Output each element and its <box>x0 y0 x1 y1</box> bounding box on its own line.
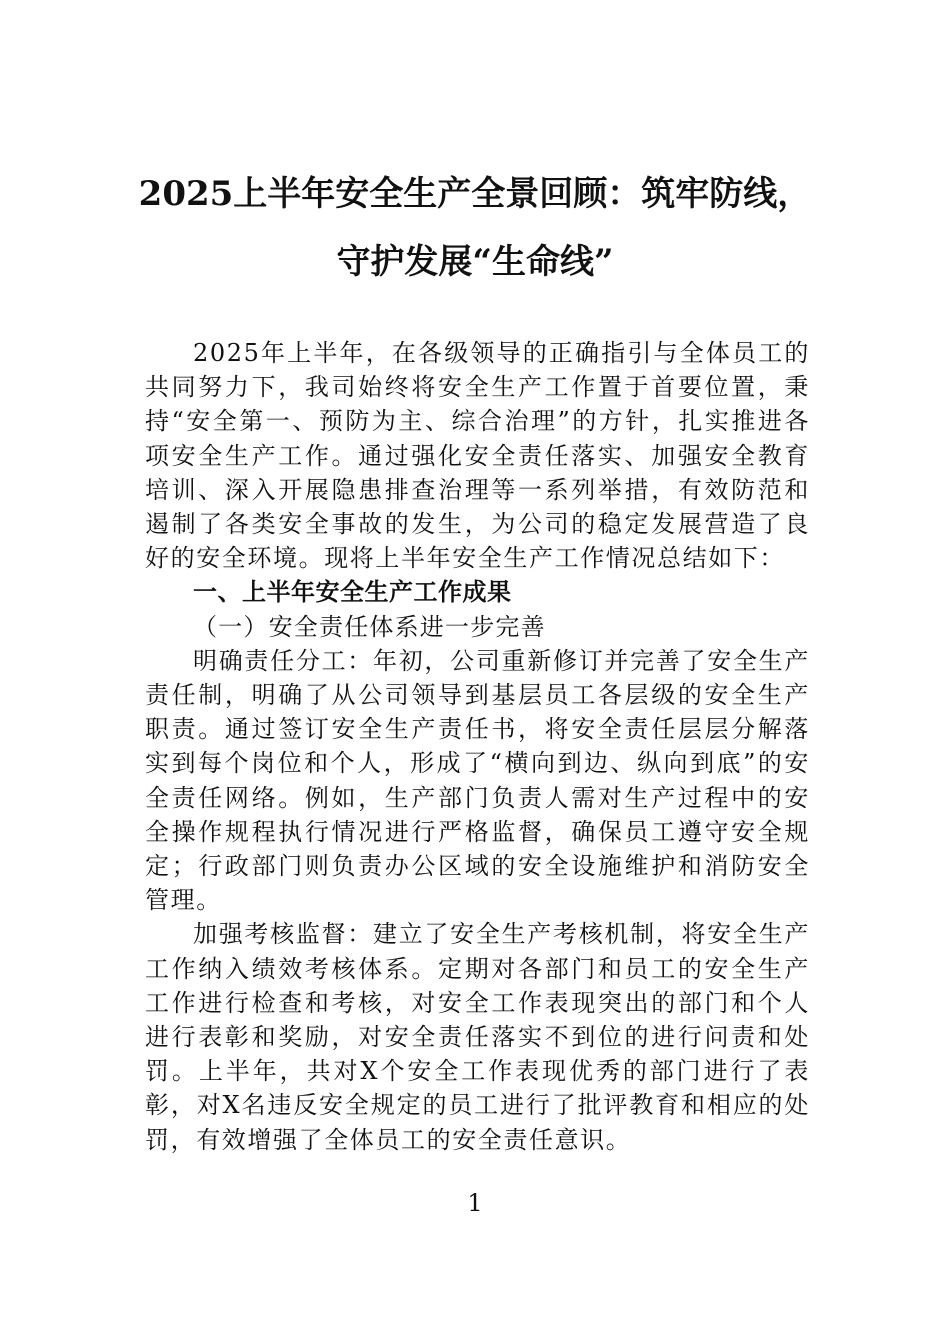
document-title-line2: 守护发展“生命线” <box>336 242 614 282</box>
subsection-heading: （一）安全责任体系进一步完善 <box>193 612 546 641</box>
body-paragraph: 明确责任分工：年初，公司重新修订并完善了安全生产责任制，明确了从公司领导到基层员工各层级的安全生产职责。通过签订安全生产责任书，将安全责任层层分解落实到每个岗位和个人，形成了“横向到边、纵向到底”的安全责任网络。例如，生产部门负责人需对生产过程中的安全操作规程执行情况进行严格监督，确保员工遵守安全规定；行政部门则负责办公区域的安全设施维护和消防安全管理。 <box>145 646 810 915</box>
section-heading: 一、上半年安全生产工作成果 <box>193 578 512 607</box>
page-number: 1 <box>467 1189 483 1217</box>
document-title-line1: 2025上半年安全生产全景回顾：筑牢防线， <box>138 174 812 214</box>
body-paragraph: 加强考核监督：建立了安全生产考核机制，将安全生产工作纳入绩效考核体系。定期对各部门和员工的安全生产工作进行检查和考核，对安全工作表现突出的部门和个人进行表彰和奖励，对安全责任落实不到位的进行问责和处罚。上半年，共对X个安全工作表现优秀的部门进行了表彰，对X名违反安全规定的员工进行了批评教育和相应的处罚，有效增强了全体员工的安全责任意识。 <box>145 920 810 1154</box>
intro-paragraph: 2025年上半年，在各级领导的正确指引与全体员工的共同努力下，我司始终将安全生产工作置于首要位置，秉持“安全第一、预防为主、综合治理”的方针，扎实推进各项安全生产工作。通过强化安全责任落实、加强安全教育培训、深入开展隐患排查治理等一系列举措，有效防范和遏制了各类安全事故的发生，为公司的稳定发展营造了良好的安全环境。现将上半年安全生产工作情况总结如下： <box>145 339 810 573</box>
document-body <box>145 336 810 1157</box>
